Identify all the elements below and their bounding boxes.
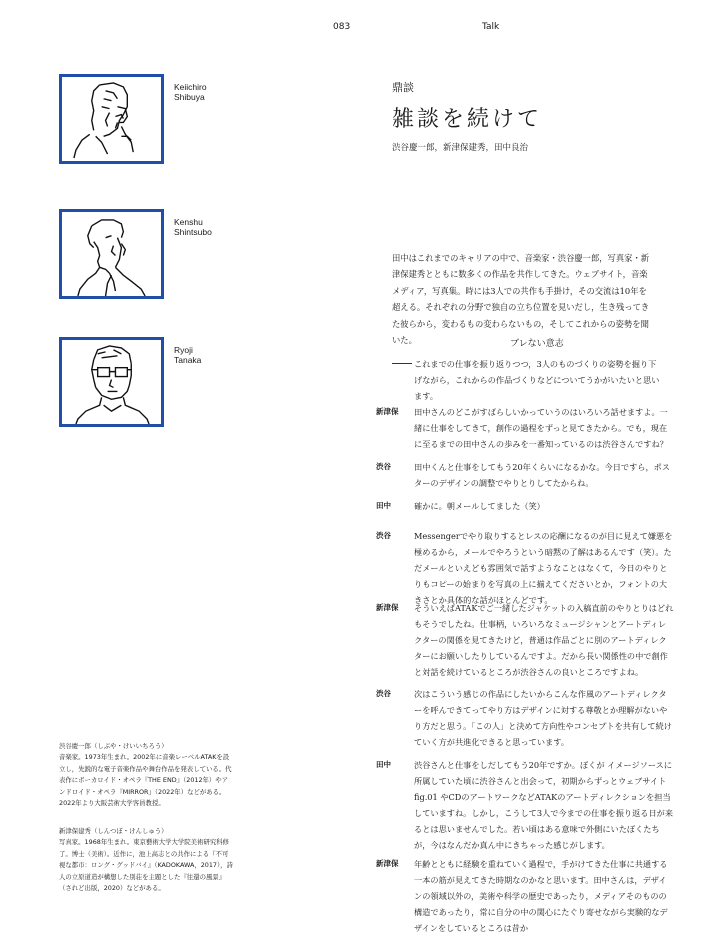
interviewer-question: これまでの仕事を振り返りつつ，3人のものづくりの姿勢を掘り下げながら，これからの作品づくりなどについてうかがいたいと思います。 bbox=[414, 359, 660, 401]
speech-text: Messengerでやり取りするとレスの応酬になるのが目に見えて嫌悪を極めるから，メールでやろうという暗黙の了解はあるんです（笑）。ただメールといえども雰囲気で話すようなことはなくて，今日のやりとりもコピーの始まりを写真の上に揃えてくださいとか，フォントの大きさとか具体的な話がほとんどです。 bbox=[414, 531, 673, 606]
person-name-shibuya: Keiichiro Shibuya bbox=[174, 82, 207, 102]
speaker-label: 渋谷 bbox=[376, 462, 391, 471]
article-kicker: 鼎談 bbox=[392, 81, 414, 94]
speaker-label: 新津保 bbox=[376, 407, 399, 416]
bio-name: 渋谷慶一郎（しぶや・けいいちろう） bbox=[59, 742, 168, 750]
speaker-label: 新津保 bbox=[376, 603, 399, 612]
speaker-label: 渋谷 bbox=[376, 689, 391, 698]
speech-text: 年齢とともに経験を重ねていく過程で，手がけてきた仕事に共通する一本の筋が見えてきた時期なのかなと思います。田中さんは，デザインの領域以外の，美術や科学の歴史であったり，メディアそのものの構造であったり，常に自分の中の関心にたぐり寄せながら実験的なデザインをしているところは昔か bbox=[414, 859, 668, 934]
speaker-label: 田中 bbox=[376, 760, 391, 769]
bio-text: 写真家。1968年生まれ。東京藝術大学大学院美術研究科修了。博士（美術）。近作に，池上高志との共作による『不可視な都市：ロング・グッドバイ』（KADOKAWA，2017），詩人の立原道造が構想した別荘を主題とした『往還の風景』（されど出版，2020）などがある。 bbox=[59, 838, 233, 893]
person-name-tanaka: Ryoji Tanaka bbox=[174, 345, 202, 365]
bio-name: 新津保建秀（しんつぼ・けんしゅう） bbox=[59, 827, 168, 835]
speaker-label: 渋谷 bbox=[376, 531, 391, 540]
person-name-shintsubo: Kenshu Shintsubo bbox=[174, 217, 212, 237]
portrait-shibuya-icon bbox=[59, 74, 164, 164]
speech-text: 確かに。朝メールしてました（笑） bbox=[414, 501, 545, 511]
page-number: 083 bbox=[333, 22, 351, 32]
article-title: 雑談を続けて bbox=[392, 107, 543, 132]
speech-text: 田中さんのどこがすばらしいかっていうのはいろいろ話せますよ。一緒に仕事をしてきて，創作の過程をずっと見てきたから。でも，現在に至るまでの田中さんの歩みを一番知っているのは渋谷さんですね？ bbox=[414, 407, 668, 450]
bio-text: 音楽家。1973年生まれ。2002年に音楽レーベルATAKを設立し，先鋭的な電子音楽作品や舞台作品を発表している。代表作にボーカロイド・オペラ『THE END』（2012年）やアンドロイド・オペラ『MIRROR』（2022年）などがある。2022年より大阪芸術大学客員教授。 bbox=[59, 753, 232, 808]
portrait-tanaka-icon bbox=[59, 337, 164, 427]
bio-shintsubo bbox=[59, 826, 234, 894]
speech-text: 田中くんと仕事をしてもう20年くらいになるかな。今日ですら，ポスターのデザインの調整でやりとりしてたからね。 bbox=[414, 462, 671, 489]
lead-paragraph: 田中はこれまでのキャリアの中で、音楽家・渋谷慶一郎，写真家・新津保建秀とともに数多くの作品を共作してきた。ウェブサイト，音楽メディア，写真集。時には3人での共作も手掛け，その交流は10年を超える。それぞれの分野で独自の立ち位置を見いだし，生き残ってきた彼らから，変わるもの変わらないもの，そしてこれからの姿勢を聞いた。 bbox=[392, 253, 650, 346]
speaker-label: 新津保 bbox=[376, 859, 399, 868]
question-rule bbox=[392, 363, 412, 364]
speech-text: 次はこういう感じの作品にしたいからこんな作風のアートディレクターを呼んできてってやり方はデザインに対する尊敬とか理解がないやり方だと思う。「この人」と決めて方向性やコンセプトを共有して続けていく方が共進化できると思っています。 bbox=[414, 689, 672, 748]
speech-text: 渋谷さんと仕事をしだしてもう20年ですか。ぼくが イメージソースに所属していた頃に渋谷さんと出会って，初期からずっとウェブサイト fig.01 やCDのアートワークなどATAKのアートディレクションを担当していますね。しかし，こうして3人で今までの仕事を振り返る日が来るとは思いませんでした。若い頃はある意味で外側にいたぼくたちが，今はなんだか真ん中にきちゃった感じがします。 bbox=[414, 760, 674, 851]
subheading: ブレない意志 bbox=[510, 339, 564, 349]
section-label: Talk bbox=[482, 22, 500, 32]
speaker-label: 田中 bbox=[376, 501, 391, 510]
article-authors: 渋谷慶一郎，新津保建秀，田中良治 bbox=[392, 143, 529, 153]
portrait-shintsubo-icon bbox=[59, 209, 164, 299]
bio-shibuya bbox=[59, 741, 234, 809]
speech-text: そういえばATAKでご一緒したジャケットの入稿直前のやりとりはどれもそうでしたね。仕事柄，いろいろなミュージシャンとアートディレクターの関係を見てきたけど，普通は作品ごとに別のアートディレクターにお願いしたりしているんですよ。だから長い関係性の中で創作と対話を続けているところが渋谷さんの良いところですよね。 bbox=[414, 603, 674, 678]
